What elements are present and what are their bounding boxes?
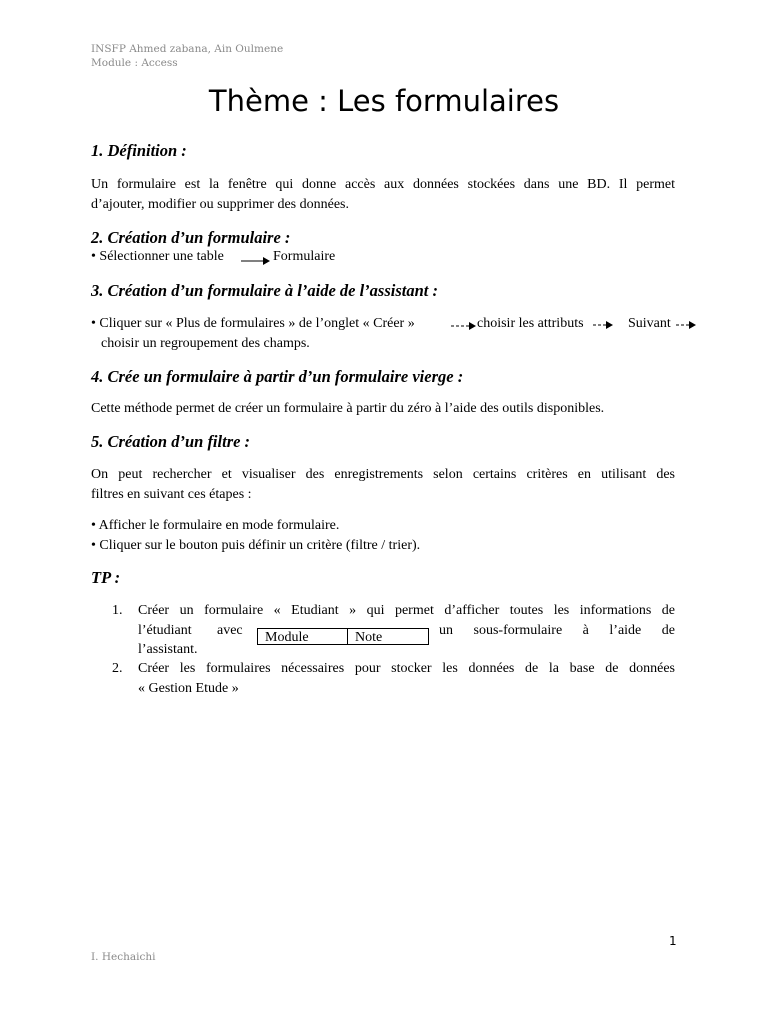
tp-item-2-number: 2. [112,661,123,676]
tp-item-1-avec: avec [217,623,243,638]
heading-creation: 2. Création d’un formulaire : [91,228,291,247]
table-cell-module: Module [258,629,348,644]
bullet-assistant-step: • Cliquer sur « Plus de formulaires » de l’onglet « Créer » [91,316,415,331]
arrow-icon [241,256,271,266]
arrow-icon [451,321,477,331]
tp-item-2-line-2: « Gestion Etude » [138,681,239,696]
label-choose-attributes: choisir les attributs [477,316,584,331]
table-cell-note: Note [355,630,383,645]
heading-formulaire-vierge: 4. Crée un formulaire à partir d’un formulaire vierge : [91,367,464,386]
tp-item-1-etudiant: l’étudiant [138,623,192,638]
filtre-paragraph [91,465,675,504]
heading-filtre: 5. Création d’un filtre : [91,432,251,451]
heading-assistant: 3. Création d’un formulaire à l’aide de l’assistant : [91,281,438,300]
page-title: Thème : Les formulaires [208,84,560,118]
filtre-line-2: filtres en suivant ces étapes : [91,486,252,502]
module-note-table [257,628,429,645]
definition-paragraph [91,175,675,214]
tp-item-2-line-1: Créer les formulaires nécessaires pour stocker les données de la base de données [138,661,675,676]
header-module: Module : Access [91,57,178,69]
tp-item-1-assistant: l’assistant. [138,642,198,657]
definition-line-2: d’ajouter, modifier ou supprimer des données. [91,196,349,212]
arrow-icon [676,320,698,330]
heading-tp: TP : [91,568,121,587]
heading-definition: 1. Définition : [91,141,187,160]
arrow-icon [593,320,615,330]
definition-line-1: Un formulaire est la fenêtre qui donne accès aux données stockées dans une BD. Il permet [91,177,675,192]
vierge-paragraph: Cette méthode permet de créer un formulaire à partir du zéro à l’aide des outils disponibles. [91,401,605,416]
header-institution: INSFP Ahmed zabana, Ain Oulmene [91,43,284,55]
label-suivant: Suivant [628,316,671,331]
tp-item-1-sous-formulaire: un sous-formulaire à l’aide de [439,623,675,638]
bullet-define-criterion: • Cliquer sur le bouton puis définir un critère (filtre / trier). [91,538,421,553]
label-formulaire: Formulaire [273,249,336,264]
page-number: 1 [669,934,677,948]
tp-item-1-number: 1. [112,603,123,618]
filtre-line-1: On peut rechercher et visualiser des enregistrements selon certains critères en utilisant des [91,467,675,482]
bullet-select-table: • Sélectionner une table [91,249,224,264]
label-regroupement: choisir un regroupement des champs. [101,336,310,351]
tp-item-1-line-1: Créer un formulaire « Etudiant » qui permet d’afficher toutes les informations de [138,603,675,618]
footer-author: I. Hechaichi [91,951,156,963]
bullet-mode-formulaire: • Afficher le formulaire en mode formulaire. [91,518,340,533]
